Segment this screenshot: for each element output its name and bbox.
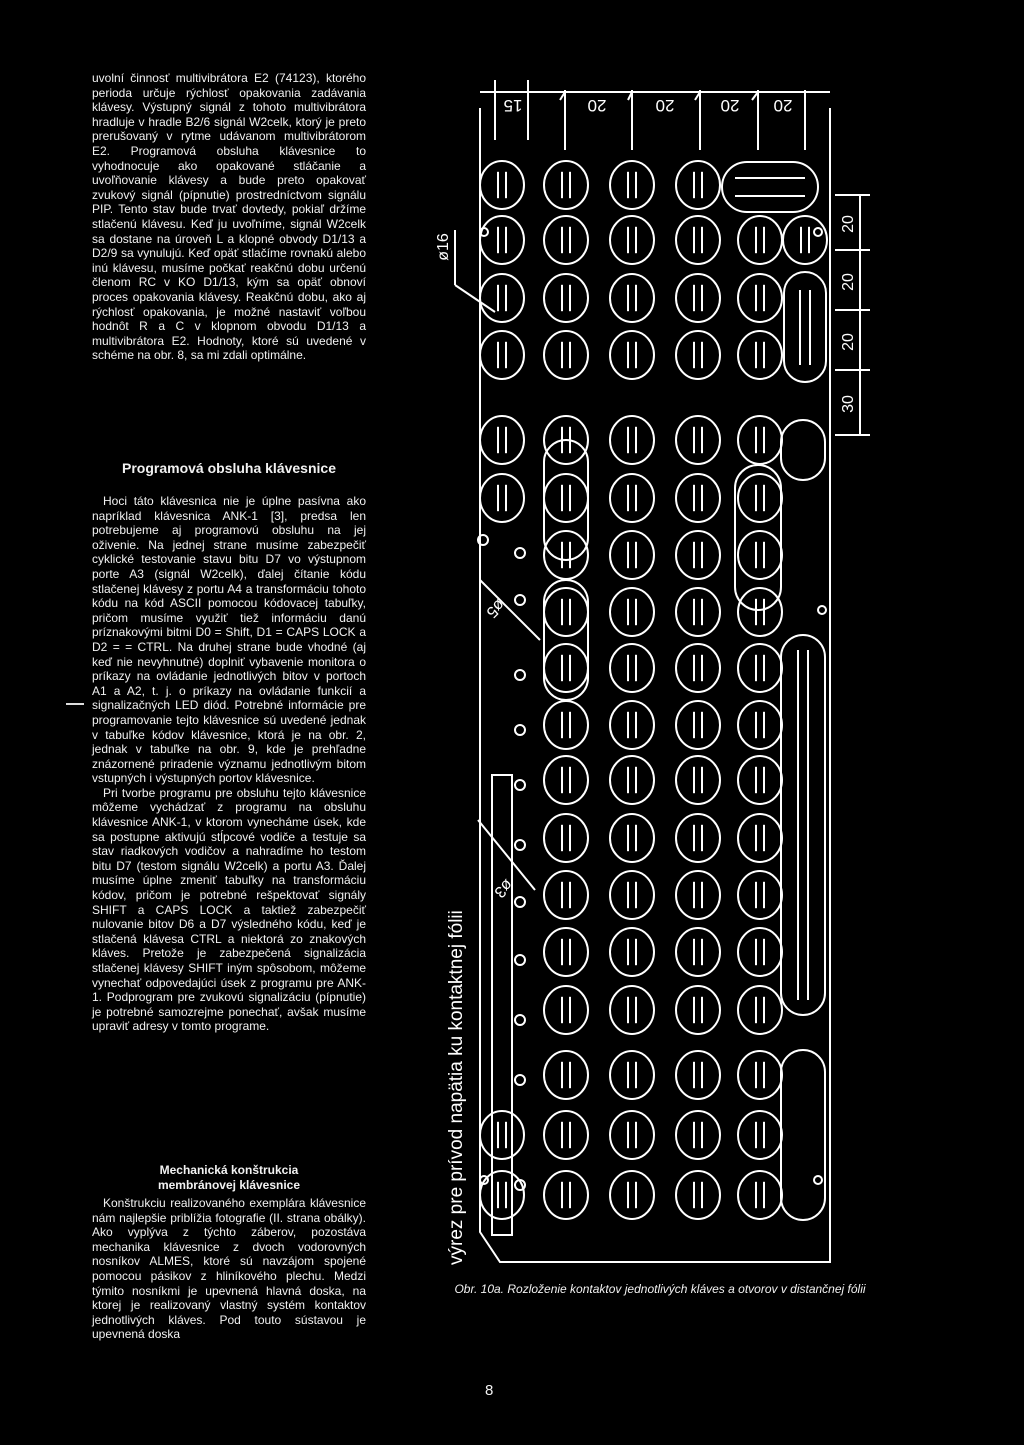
key-contact: [738, 1111, 782, 1159]
key-contact: [610, 928, 654, 976]
key-contact: [676, 1051, 720, 1099]
page-number: 8: [485, 1382, 494, 1399]
key-contact: [738, 986, 782, 1034]
key-contact: [738, 928, 782, 976]
key-contact: [610, 331, 654, 379]
article-column-mechanics: [92, 1196, 366, 1342]
key-contact: [738, 416, 782, 464]
key-contact: [610, 871, 654, 919]
wide-key-contact: [722, 162, 818, 212]
key-contact: [738, 756, 782, 804]
key-contact: [480, 274, 524, 322]
figure-drawing: [478, 161, 827, 1220]
key-contact: [610, 416, 654, 464]
figure-caption: Obr. 10a. Rozloženie kontaktov jednotlivých kláves a otvorov v distančnej fólii: [454, 1282, 866, 1296]
small-hole: [515, 1015, 525, 1025]
key-contact: [610, 986, 654, 1034]
key-contact: [544, 871, 588, 919]
small-hole: [515, 670, 525, 680]
hole-diameter-label: ø3: [490, 875, 516, 901]
key-contact: [738, 588, 782, 636]
key-contact: [480, 416, 524, 464]
key-contact: [610, 161, 654, 209]
section-heading-program: Programová obsluha klávesnice: [122, 460, 336, 476]
small-hole: [515, 955, 525, 965]
key-contact: [676, 928, 720, 976]
key-contact: [544, 1111, 588, 1159]
hole-diameter-label: ø16: [435, 233, 452, 261]
key-contact: [544, 216, 588, 264]
key-contact: [544, 814, 588, 862]
heading-line: membránovej klávesnice: [157, 1178, 301, 1192]
key-contact: [480, 161, 524, 209]
margin-mark: [66, 703, 84, 705]
key-contact: [783, 216, 827, 264]
section-heading-mechanics: [92, 1163, 366, 1193]
tall-key-contact: [781, 1050, 825, 1220]
tall-key-contact: [784, 272, 826, 382]
key-contact: [676, 701, 720, 749]
paragraph: uvolní činnosť multivibrátora E2 (74123), ktorého perioda určuje rýchlosť opakovania zadávania klávesy. Výstupný signál z tohoto multivibrátora hradluje v hradle B2/6 signál W2celk, ktorý je preto prerušovaný v rytme udávanom multivibrátorom E2. Programová obsluha klávesnice to vyhodnocuje ako opakované stláčanie a uvoľňovanie klávesy a bude preto opakovať zvukový signál (pípnutie) prostredníctvom signálu PIP. Tento stav bude trvať dovtedy, pokiaľ držíme stlačenú klávesu. Keď ju uvoľníme, signál W2celk sa dostane na úroveň L a klopné obvody D1/13 a D2/9 sa vynulujú. Keď opäť stlačíme rovnakú alebo inú klávesu, musíme počkať reakčnú dobu určenú členom RC v KO D1/13, kým sa opäť obnoví proces opakovania klávesy. Reakčnú dobu, ako aj rýchlosť opakovania, je možné nastaviť voľbou hodnôt R a C v klopnom obvodu D1/13 a multivibrátora E2. Hodnoty, ktoré sú uvedené v schéme na obr. 8, sa mi zdali optimálne.: [92, 71, 366, 363]
key-contact: [676, 416, 720, 464]
key-contact: [544, 928, 588, 976]
slot-label: výrez pre prívod napätia ku kontaktnej fólii: [446, 910, 467, 1265]
key-contact: [610, 274, 654, 322]
small-hole: [515, 840, 525, 850]
key-contact: [738, 216, 782, 264]
key-contact: [676, 531, 720, 579]
key-contact: [738, 474, 782, 522]
paragraph: Hoci táto klávesnica nie je úplne pasívna ako napríklad klávesnica ANK-1 [3], predsa len potrebujeme aj programovú obsluhu na jej oživenie. Na jednej strane musíme zabezpečiť cyklické testovanie stavu bitu D7 vo výstupnom porte A3 (signál W2celk), ďalej čítanie kódu stlačenej klávesy z portu A4 a transformáciu tohoto kódu na kód ASCII pomocou kódovacej tabuľky, pričom musíme využiť tiež informáciu danú príznakovými bitmi D0 = Shift, D1 = CAPS LOCK a D2 = = CTRL. Na druhej strane bude vhodné (aj keď nie nevyhnutné) doplniť vybavenie monitora o príkazy na ovládanie jednotlivých bitov v portoch A1 a A2, t. j. o príkazy na ovládanie funkcií a signalizačných LED diód. Potrebné informácie pre programovanie tejto klávesnice sú uvedené jednak v tabuľke kódov klávesnice, ktorá je na obr. 2, jednak v tabuľke na obr. 9, kde je prehľadne znázornené priradenie významu jednotlivým bitom vstupných i výstupných portov klávesnice.: [92, 494, 366, 786]
key-contact: [738, 331, 782, 379]
key-contact: [480, 1111, 524, 1159]
dim-label: 20: [773, 96, 793, 115]
key-contact: [676, 331, 720, 379]
paragraph: Konštrukciu realizovaného exemplára klávesnice nám najlepšie priblížia fotografie (II. strana obálky). Ako vyplýva z týchto záberov, pozostáva mechanika klávesnice z dvoch vodorovných nosníkov ALMES, ktoré sú navzájom spojené pomocou pásikov z hliníkového plechu. Medzi týmito nosníkmi je upevnená hlavná doska, na ktorej je realizovaný vlastný systém kontaktov jednotlivých kláves. Pod touto sústavou je upevnená doska: [92, 1196, 366, 1342]
key-contact: [676, 161, 720, 209]
small-hole: [515, 780, 525, 790]
key-contact: [781, 420, 825, 480]
small-hole: [814, 228, 822, 236]
key-contact: [676, 1111, 720, 1159]
key-contact: [544, 756, 588, 804]
key-contact: [738, 701, 782, 749]
key-contact: [738, 814, 782, 862]
key-contact: [676, 274, 720, 322]
article-column-top: [92, 71, 366, 363]
key-contact: [480, 216, 524, 264]
key-contact: [544, 1171, 588, 1219]
key-contact: [544, 1051, 588, 1099]
key-contact: [676, 474, 720, 522]
small-hole: [818, 606, 826, 614]
key-contact: [676, 644, 720, 692]
keyboard-contact-layout-figure: [395, 60, 895, 1270]
key-contact: [610, 1111, 654, 1159]
dim-label: 20: [655, 96, 675, 115]
small-hole: [814, 1176, 822, 1184]
key-contact: [738, 274, 782, 322]
key-contact: [738, 871, 782, 919]
tall-key-contact: [544, 580, 588, 700]
key-contact: [738, 1051, 782, 1099]
key-contact: [738, 644, 782, 692]
key-contact: [544, 331, 588, 379]
key-contact: [544, 986, 588, 1034]
key-contact: [544, 701, 588, 749]
key-contact: [676, 871, 720, 919]
small-hole: [515, 897, 525, 907]
key-contact: [676, 986, 720, 1034]
small-hole: [515, 725, 525, 735]
dim-label: 20: [840, 273, 857, 291]
key-contact: [610, 474, 654, 522]
key-contact: [610, 701, 654, 749]
paragraph: Pri tvorbe programu pre obsluhu tejto klávesnice môžeme vychádzať z programu na obsluhu klávesnice ANK-1, v ktorom vynecháme úsek, kde sa postupne aktivujú stĺpcové vodiče a testuje sa stav riadkových vodičov a nahradíme ho testom bitu D7 (testom signálu W2celk) a portu A3. Ďalej musíme úplne zmeniť tabuľky na transformáciu kódov, pričom je potrebné rešpektovať signály SHIFT a CAPS LOCK a taktiež zabezpečiť nulovanie bitov D6 a D7 výsledného kódu, keď je stlačená klávesa CTRL a niektorá zo znakových kláves. Pretože je zabezpečená signalizácia stlačenej klávesy SHIFT iným spôsobom, môžeme vynechať odpovedajúci úsek z programu pre ANK-1. Podprogram pre zvukovú signalizáciu (pípnutie) je potrebné samozrejme ponechať, avšak musíme upraviť adresy v tomto programe.: [92, 785, 366, 1034]
spacebar-contact: [781, 635, 825, 1015]
key-contact: [738, 531, 782, 579]
key-contact: [610, 1171, 654, 1219]
key-contact: [544, 644, 588, 692]
key-contact: [676, 588, 720, 636]
key-contact: [544, 161, 588, 209]
key-contact: [610, 814, 654, 862]
key-contact: [610, 216, 654, 264]
key-contact: [676, 1171, 720, 1219]
key-contact: [544, 588, 588, 636]
key-contact: [676, 814, 720, 862]
key-contact: [480, 474, 524, 522]
heading-line: Mechanická konštrukcia: [159, 1163, 299, 1177]
dim-label: 15: [503, 96, 523, 115]
small-hole: [515, 595, 525, 605]
dim-label: 30: [840, 395, 857, 413]
key-contact: [610, 756, 654, 804]
key-contact: [610, 1051, 654, 1099]
key-contact: [676, 216, 720, 264]
dim-label: 20: [720, 96, 740, 115]
key-contact: [544, 274, 588, 322]
key-contact: [544, 474, 588, 522]
small-hole: [515, 548, 525, 558]
article-column-program: [92, 494, 366, 1034]
small-hole: [515, 1075, 525, 1085]
hole-diameter-label: ø5: [482, 595, 508, 621]
key-contact: [610, 531, 654, 579]
key-contact: [610, 588, 654, 636]
key-contact: [676, 756, 720, 804]
key-contact: [610, 644, 654, 692]
dim-label: 20: [840, 215, 857, 233]
key-contact: [480, 331, 524, 379]
dim-label: 20: [587, 96, 607, 115]
dim-label: 20: [840, 333, 857, 351]
key-contact: [738, 1171, 782, 1219]
